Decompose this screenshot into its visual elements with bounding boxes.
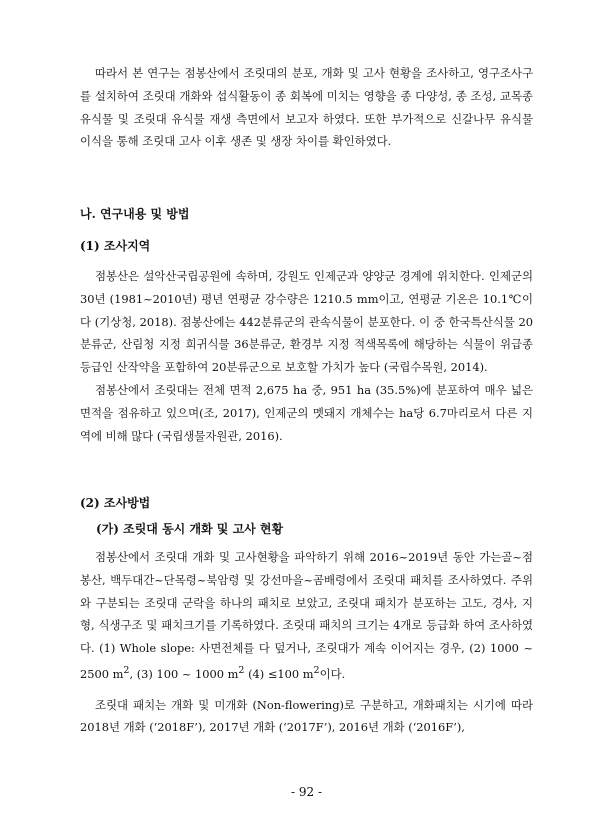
superscript-1: 2	[123, 664, 130, 676]
site-paragraph-1: 점봉산은 설악산국립공원에 속하며, 강원도 인제군과 양양군 경계에 위치한다. 인제군의 30년 (1981~2010년) 평년 연평균 강수량은 1210.5 mm이고, 연평균 기온은 10.1℃이다 (기상청, 2018). 점봉산에는 442분류군의 관속식물이 분포한다. 이 중 한국특산식물 20분류군, 산림청 지정 희귀식물 36분류군, 환경부 지정 적색목록에 해당하는 식물이 위급종 등급인 산작약을 포함하여 20분류군으로 보호할 가치가 높다 (국립수목원, 2014).	[80, 269, 533, 375]
method-text-mid: , (3) 100 ~ 1000 m	[129, 666, 239, 681]
page-number: - 92 -	[290, 785, 322, 799]
intro-paragraph: 따라서 본 연구는 점봉산에서 조릿대의 분포, 개화 및 고사 현황을 조사하고, 영구조사구를 설치하여 조릿대 개화와 섭식활동이 종 회복에 미치는 영향을 종 다양성, 종 조성, 교목종 유식물 및 조릿대 유식물 재생 측면에서 보고자 하였다. 또한 부가적으로 신갈나무 유식물 이식을 통해 조릿대 고사 이후 생존 및 생장 차이를 확인하였다.	[80, 66, 533, 149]
method-block	[80, 546, 533, 739]
site-paragraph-2: 점봉산에서 조릿대는 전체 면적 2,675 ha 중, 951 ha (35.5%)에 분포하여 매우 넓은 면적을 점유하고 있으며(조, 2017), 인제군의 멧돼지 개체수는 ha당 6.7마리로서 다른 지역에 비해 많다 (국립생물자원관, 2016).	[80, 382, 533, 443]
superscript-2: 2	[238, 664, 245, 676]
site-heading: (1) 조사지역	[80, 239, 151, 253]
method-text-end-b: 이다.	[319, 666, 346, 681]
method-subheading-block	[96, 520, 533, 537]
method-heading: (2) 조사방법	[80, 496, 151, 510]
method-paragraph-1	[80, 546, 533, 686]
method-heading-block	[80, 494, 533, 511]
intro-block	[80, 62, 533, 153]
superscript-3: 2	[313, 664, 320, 676]
method-text-main: 점봉산에서 조릿대 개화 및 고사현황을 파악하기 위해 2016~2019년 동안 가는골~점봉산, 백두대간~단목령~북암령 및 강선마을~곰배령에서 조릿대 패치를 조사하였다. 주위와 구분되는 조릿대 군락을 하나의 패치로 보았고, 조릿대 패치가 분포하는 고도, 경사, 지형, 식생구조 및 패치크기를 기록하였다. 조릿대 패치의 크기는 4개로 등급화 하여 조사하였다. (1) Whole slope: 사면전체를 다 덮거나, 조릿대가 계속 이어지는 경우, (2) 1000 ~ 2500 m	[80, 550, 533, 681]
method-paragraph-2: 조릿대 패치는 개화 및 미개화 (Non-flowering)로 구분하고, 개화패치는 시기에 따라 2018년 개화 (‘2018F’), 2017년 개화 (‘2017F’), 2016년 개화 (‘2016F’),	[80, 697, 533, 735]
section-heading-block	[80, 205, 533, 222]
method-subheading: (가) 조릿대 동시 개화 및 고사 현황	[96, 522, 284, 536]
method-text-end-a: (4) ≤100 m	[244, 666, 314, 681]
section-heading: 나. 연구내용 및 방법	[80, 207, 190, 221]
site-block	[80, 265, 533, 447]
site-heading-block	[80, 237, 533, 254]
